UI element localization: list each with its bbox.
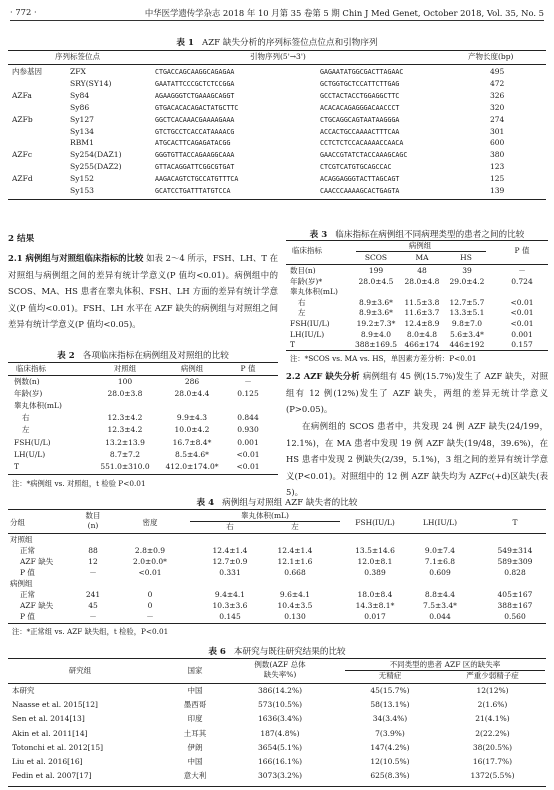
t4-header-fsh: FSH(IU/L) bbox=[355, 518, 395, 527]
t6-header-country: 国家 bbox=[187, 666, 203, 675]
t2-cell-case: 28.0±4.4 bbox=[174, 389, 210, 399]
t4-cell-left: 0.130 bbox=[284, 612, 306, 621]
t3-cell-scos: 19.2±7.3* bbox=[356, 319, 396, 328]
t4-cell-t: 388±167 bbox=[497, 601, 533, 610]
t2-cell-indicator: FSH(U/L) bbox=[14, 437, 51, 447]
t1-header-primer: 引物序列(5'→3') bbox=[250, 52, 306, 61]
t2-cell-case: 10.0±4.2 bbox=[174, 425, 210, 435]
t3-cell-p: － bbox=[518, 266, 526, 275]
t1-cell-length: 495 bbox=[490, 67, 505, 76]
t3-cell-indicator: 左 bbox=[298, 308, 306, 318]
t3-cell-p: 0.157 bbox=[511, 340, 533, 350]
t1-cell-forward: GTCTGCCTCACCATAAAACG bbox=[155, 127, 235, 136]
t1-cell-sts: Sy152 bbox=[70, 174, 94, 184]
t1-cell-forward: CTGACCAGCAAGGCAGAGAA bbox=[155, 68, 235, 76]
t6-cell-study: Sen et al. 2014[13] bbox=[12, 714, 85, 724]
t6-header-cases: 例数(AZF 总体 bbox=[254, 660, 306, 669]
t6-cell-cases: 166(16.1%) bbox=[258, 757, 302, 766]
table3-title: 临床指标在病例组不同病理类型的患者之间的比较 bbox=[335, 230, 525, 240]
t4-cell-fsh: 0.389 bbox=[364, 568, 386, 577]
t2-cell-indicator: 睾丸体积(mL) bbox=[14, 401, 62, 411]
t3-header-ma: MA bbox=[415, 253, 429, 262]
t3-cell-hs: 29.0±4.2 bbox=[449, 276, 485, 286]
t3-cell-ma: 11.6±3.7 bbox=[404, 308, 440, 318]
t1-cell-sts: Sy134 bbox=[70, 126, 94, 136]
section2-1-subheading: 2.1 病例组与对照组临床指标的比较 bbox=[8, 253, 144, 263]
t3-cell-p: 0.724 bbox=[511, 276, 533, 286]
t1-cell-reverse: CTCGTCATGTGCAGCCAC bbox=[320, 163, 392, 172]
t1-cell-reverse: GAACCGTATCTACCAAAGCAGC bbox=[320, 151, 408, 160]
table4-bottom-rule bbox=[8, 623, 546, 624]
t1-cell-sts: RBM1 bbox=[70, 138, 94, 148]
t3-cell-scos: 28.0±4.5 bbox=[358, 276, 394, 286]
t1-cell-sts: Sy127 bbox=[70, 114, 94, 124]
t6-cell-cases: 187(4.8%) bbox=[260, 728, 300, 738]
t1-cell-length: 600 bbox=[490, 138, 505, 148]
t2-cell-p: 0.844 bbox=[237, 413, 259, 423]
t1-cell-reverse: GCTGGTGCTCCATTCTTGAG bbox=[320, 79, 400, 88]
t4-cell-right: 12.4±1.4 bbox=[212, 546, 248, 555]
t3-cell-indicator: 数目(n) bbox=[290, 266, 316, 275]
t6-cell-azoospermia: 58(13.1%) bbox=[370, 700, 410, 710]
t3-cell-p: <0.01 bbox=[510, 308, 534, 318]
t4-cell-t: 0.560 bbox=[504, 612, 526, 621]
t4-cell-fsh: 13.5±14.6 bbox=[355, 546, 395, 555]
t3-cell-hs: 5.6±3.4* bbox=[450, 329, 484, 339]
t1-cell-length: 326 bbox=[490, 90, 505, 100]
t2-cell-control: 100 bbox=[117, 377, 133, 386]
t6-cell-country: 意大利 bbox=[183, 771, 207, 781]
t6-cell-cases: 3654(5.1%) bbox=[258, 742, 302, 752]
t3-cell-scos: 8.9±3.6* bbox=[359, 297, 393, 307]
t6-cell-country: 土耳其 bbox=[183, 728, 207, 738]
t4-group-label: 病例组 bbox=[10, 579, 33, 588]
t6-cell-study: Liu et al. 2016[16] bbox=[12, 757, 83, 766]
table4-head-rule bbox=[8, 533, 546, 534]
table1-top-rule bbox=[8, 50, 546, 51]
t6-cell-study: Totonchi et al. 2012[15] bbox=[12, 742, 104, 752]
t1-cell-group: AZFa bbox=[12, 90, 32, 100]
t1-cell-sts: Sy153 bbox=[70, 186, 94, 195]
t2-cell-case: 9.9±4.3 bbox=[176, 413, 208, 423]
t4-cell-density: <0.01 bbox=[138, 568, 162, 577]
t4-cell-left: 12.1±1.6 bbox=[277, 557, 313, 566]
section2-1-paragraph bbox=[8, 250, 278, 333]
table2-head-rule bbox=[8, 375, 278, 376]
t4-group-label: 对照组 bbox=[10, 535, 33, 544]
page-number: · 772 · bbox=[10, 7, 37, 17]
t1-cell-reverse: CTGCAGGCAGTAATAAGGGA bbox=[320, 115, 400, 124]
t4-cell-density: 0 bbox=[147, 601, 153, 610]
section2-heading: 2 结果 bbox=[8, 234, 35, 244]
t4-cell-lh: 0.044 bbox=[429, 612, 451, 621]
t6-cell-azoospermia: 12(10.5%) bbox=[370, 757, 410, 766]
t4-cell-left: 10.4±3.5 bbox=[277, 601, 313, 610]
t6-cell-oligo: 2(1.6%) bbox=[477, 700, 508, 710]
t2-cell-p: <0.01 bbox=[236, 461, 260, 471]
t2-cell-indicator: LH(U/L) bbox=[14, 449, 46, 459]
t3-cell-indicator: 右 bbox=[298, 297, 306, 307]
t4-cell-count: 88 bbox=[88, 546, 98, 555]
t4-header-group: 分组 bbox=[10, 518, 25, 527]
t6-cell-country: 印度 bbox=[187, 714, 203, 724]
t1-cell-group: AZFb bbox=[12, 114, 33, 124]
table1-label: 表 1 bbox=[176, 38, 194, 48]
t3-cell-indicator: LH(IU/L) bbox=[290, 329, 325, 339]
t6-header-types: 不同类型的患者 AZF 区的缺失率 bbox=[389, 660, 501, 669]
t2-cell-case: 412.0±174.0* bbox=[165, 461, 219, 471]
t1-cell-length: 472 bbox=[490, 78, 505, 88]
t2-cell-p: 0.930 bbox=[237, 425, 259, 435]
t4-header-count: 数目 bbox=[85, 511, 101, 520]
t4-cell-lh: 7.1±6.8 bbox=[424, 557, 456, 566]
t6-header-oligo: 严重少弱精子症 bbox=[466, 671, 519, 680]
t1-cell-sts: Sy86 bbox=[70, 102, 90, 112]
t3-header-case: 病例组 bbox=[408, 241, 432, 250]
t4-cell-t: 549±314 bbox=[497, 546, 533, 555]
t2-cell-p: － bbox=[244, 377, 252, 386]
t4-cell-fsh: 0.017 bbox=[364, 612, 386, 621]
t3-cell-p: <0.01 bbox=[510, 297, 534, 307]
table2-bottom-rule bbox=[8, 474, 278, 475]
t4-cell-subgroup: P 值 bbox=[20, 612, 35, 621]
t2-cell-case: 16.7±8.4* bbox=[172, 437, 212, 447]
t6-cell-azoospermia: 625(8.3%) bbox=[370, 771, 410, 781]
t1-cell-group: AZFc bbox=[12, 150, 33, 160]
t4-cell-lh: 8.8±4.4 bbox=[424, 590, 456, 599]
t4-cell-count: － bbox=[89, 612, 97, 621]
table3-subhead-rule bbox=[356, 251, 486, 252]
t2-cell-control: 12.3±4.2 bbox=[107, 413, 143, 423]
t1-cell-forward: GAATATTCCCGCTCTCCGGA bbox=[155, 79, 235, 88]
t4-cell-right: 10.3±3.6 bbox=[212, 601, 248, 610]
table4-title: 病例组与对照组 AZF 缺失者的比较 bbox=[222, 498, 358, 508]
t4-cell-subgroup: P 值 bbox=[20, 568, 35, 577]
t4-cell-lh: 9.0±7.4 bbox=[424, 546, 456, 555]
t4-header-lh: LH(IU/L) bbox=[422, 518, 458, 527]
t1-cell-length: 274 bbox=[490, 114, 505, 124]
t6-header-study: 研究组 bbox=[68, 666, 92, 675]
t3-cell-hs: 13.3±5.1 bbox=[449, 308, 485, 318]
t4-header-right: 右 bbox=[226, 522, 234, 531]
table4-top-rule bbox=[8, 509, 546, 510]
t1-cell-length: 380 bbox=[490, 150, 505, 160]
t2-cell-indicator: 右 bbox=[22, 413, 30, 423]
t1-cell-length: 320 bbox=[490, 102, 505, 112]
t4-header-t: T bbox=[512, 518, 518, 527]
t1-cell-sts: ZFX bbox=[70, 67, 86, 76]
t4-cell-left: 9.6±4.1 bbox=[279, 590, 311, 599]
t4-cell-right: 0.331 bbox=[219, 568, 241, 577]
page-header bbox=[10, 6, 544, 21]
t3-header-hs: HS bbox=[460, 253, 472, 262]
t6-cell-study: Fedin et al. 2007[17] bbox=[12, 771, 92, 781]
t1-header-sts: 序列标签位点 bbox=[55, 52, 100, 61]
t2-cell-control: 28.0±3.8 bbox=[107, 389, 143, 399]
t2-cell-control: 12.3±4.2 bbox=[107, 425, 143, 435]
t6-cell-oligo: 12(12%) bbox=[476, 686, 509, 695]
table6-head-rule bbox=[8, 683, 546, 684]
t1-cell-reverse: CAACCCAAAAGCACTGAGTA bbox=[320, 187, 400, 195]
t6-cell-country: 墨西哥 bbox=[183, 700, 207, 710]
t1-cell-group: 内参基因 bbox=[12, 67, 42, 76]
table3-label: 表 3 bbox=[309, 230, 328, 240]
t4-cell-subgroup: AZF 缺失 bbox=[20, 601, 54, 610]
t1-cell-forward: GGCTCACAAACGAAAAGAAA bbox=[155, 115, 235, 124]
table3-caption bbox=[286, 228, 548, 240]
section2-2-paragraph2 bbox=[286, 418, 548, 501]
t6-cell-oligo: 2(22.2%) bbox=[475, 728, 510, 738]
t2-cell-case: 8.5±4.6* bbox=[175, 449, 209, 459]
table6-caption bbox=[0, 645, 554, 657]
t3-cell-ma: 11.5±3.8 bbox=[404, 297, 440, 307]
table1-caption bbox=[0, 36, 554, 48]
t2-cell-indicator: 例数(n) bbox=[14, 377, 40, 386]
table3-bottom-rule bbox=[286, 350, 548, 351]
table1-title: AZF 缺失分析的序列标签位点位点和引物序列 bbox=[202, 38, 378, 48]
table6-bottom-rule bbox=[8, 786, 546, 787]
t1-cell-group: AZFd bbox=[12, 174, 33, 184]
t3-cell-ma: 48 bbox=[417, 266, 427, 275]
t3-cell-hs: 9.8±7.0 bbox=[451, 319, 483, 328]
t2-header-indicator: 临床指标 bbox=[16, 364, 46, 373]
t2-cell-control: 551.0±310.0 bbox=[100, 461, 150, 471]
t3-cell-hs: 446±192 bbox=[449, 340, 485, 350]
t1-cell-reverse: CCTCTCTCCACAAAACCAACA bbox=[320, 139, 404, 148]
t4-cell-subgroup: 正常 bbox=[20, 590, 35, 599]
t4-cell-density: － bbox=[146, 612, 154, 621]
t4-cell-count: 45 bbox=[88, 601, 98, 610]
journal-citation: 中华医学遗传学杂志 2018 年 10 月第 35 卷第 5 期 Chin J Med Genet, October 2018, Vol. 35, No. 5 bbox=[144, 8, 544, 18]
t4-cell-density: 0 bbox=[147, 590, 153, 599]
t6-cell-study: Naasse et al. 2015[12] bbox=[12, 700, 98, 710]
t1-header-len: 产物长度(bp) bbox=[468, 52, 514, 61]
t1-cell-forward: GTGACACACAGACTATGCTTC bbox=[155, 103, 239, 112]
t3-cell-indicator: T bbox=[290, 340, 296, 350]
t2-cell-p: <0.01 bbox=[236, 449, 260, 459]
t3-cell-ma: 8.0±4.8 bbox=[406, 329, 438, 339]
t6-cell-cases: 386(14.2%) bbox=[258, 686, 302, 695]
t4-cell-left: 0.668 bbox=[284, 568, 306, 577]
section2-2-text2: 在病例组的 SCOS 患者中，共发现 24 例 AZF 缺失(24/199，12.1%)，在 MA 患者中发现 19 例 AZF 缺失(19/48，39.6%)，在 HS 患者中发现 2 例缺失(2/39，5.1%)，3 组之间的差异有统计学意义(P<0.01)。对照组中的 12 例 AZF 缺失均为 AZFc(+d)区缺失(表 5)。 bbox=[286, 421, 548, 498]
t6-cell-country: 中国 bbox=[187, 757, 203, 766]
t4-cell-density: 2.8±0.9 bbox=[134, 546, 166, 555]
t4-cell-right: 12.7±0.9 bbox=[212, 557, 248, 566]
t1-cell-reverse: GAGAATATGGCGACTTAGAAC bbox=[320, 68, 404, 76]
t1-cell-forward: AAGACAGTCTGCCATGTTTCA bbox=[155, 175, 239, 184]
table2-label: 表 2 bbox=[57, 351, 75, 361]
t1-cell-forward: AGAAGGGTCTGAAAGCAGGT bbox=[155, 91, 235, 100]
t2-cell-indicator: 左 bbox=[22, 425, 30, 435]
t3-header-p: P 值 bbox=[514, 246, 530, 255]
t4-cell-count: 12 bbox=[88, 557, 98, 566]
t6-cell-azoospermia: 7(3.9%) bbox=[375, 728, 405, 738]
t1-cell-reverse: ACAGGAGGGTACTTAGCAGT bbox=[320, 175, 400, 184]
t4-cell-count: － bbox=[89, 568, 97, 577]
table2-caption bbox=[8, 349, 278, 361]
t3-cell-hs: 39 bbox=[462, 266, 472, 275]
t3-cell-indicator: FSH(IU/L) bbox=[290, 319, 330, 328]
table4-note: 注：*正常组 vs. AZF 缺失组，t 检验，P<0.01 bbox=[12, 627, 169, 636]
t3-cell-scos: 388±169.5 bbox=[354, 340, 398, 350]
table6-top-rule bbox=[8, 658, 546, 659]
t2-header-p: P 值 bbox=[240, 364, 256, 373]
t2-cell-p: 0.001 bbox=[237, 437, 259, 447]
t6-cell-azoospermia: 147(4.2%) bbox=[370, 742, 410, 752]
table2-title: 各项临床指标在病例组及对照组的比较 bbox=[82, 351, 229, 361]
t6-cell-oligo: 21(4.1%) bbox=[475, 714, 510, 724]
t4-cell-subgroup: AZF 缺失 bbox=[20, 557, 54, 566]
t4-cell-t: 0.828 bbox=[504, 568, 526, 577]
t1-cell-forward: GTTACAGGATTCGGCGTGAT bbox=[155, 163, 235, 172]
table4-label: 表 4 bbox=[196, 498, 215, 508]
t1-cell-forward: GGGTGTTACCAGAAGGCAAA bbox=[155, 151, 235, 160]
section2-2-text1: 病例组有 45 例(15.7%)发生了 AZF 缺失，对照组有 12 例(12%)发生了 AZF 缺失，两组的差异无统计学意义(P>0.05)。 bbox=[286, 371, 549, 415]
t4-cell-t: 405±167 bbox=[497, 590, 533, 599]
t4-header-density: 密度 bbox=[142, 518, 158, 527]
t4-cell-subgroup: 正常 bbox=[20, 546, 35, 555]
t2-cell-indicator: T bbox=[14, 461, 20, 471]
t3-cell-scos: 199 bbox=[368, 266, 384, 275]
t4-cell-fsh: 18.0±8.4 bbox=[357, 590, 393, 599]
t6-header-cases-rate: 缺失率%) bbox=[263, 670, 297, 679]
t3-cell-p: 0.001 bbox=[511, 329, 533, 339]
t1-cell-sts: SRY(SY14) bbox=[70, 78, 112, 88]
table6-title: 本研究与既往研究结果的比较 bbox=[233, 647, 346, 657]
t4-header-count-n: (n) bbox=[87, 521, 99, 530]
t6-cell-azoospermia: 34(3.4%) bbox=[372, 714, 408, 724]
table6-label: 表 6 bbox=[208, 647, 226, 657]
t3-cell-indicator: 睾丸体积(mL) bbox=[290, 287, 338, 297]
t3-header-indicator: 临床指标 bbox=[292, 246, 322, 255]
t2-cell-p: 0.125 bbox=[237, 389, 259, 399]
t6-cell-oligo: 38(20.5%) bbox=[472, 742, 513, 752]
t2-cell-control: 13.2±13.9 bbox=[105, 437, 145, 447]
t3-header-scos: SCOS bbox=[364, 253, 388, 262]
t1-cell-sts: Sy254(DAZ1) bbox=[70, 150, 122, 160]
t6-header-azoospermia: 无精症 bbox=[378, 671, 402, 680]
t1-cell-length: 125 bbox=[490, 174, 505, 184]
table1-head-rule bbox=[8, 64, 546, 65]
t3-cell-ma: 12.4±8.9 bbox=[404, 319, 440, 328]
table1-bottom-rule bbox=[8, 199, 546, 200]
t3-cell-indicator: 年龄(岁)* bbox=[290, 276, 323, 286]
table2-note: 注：*病例组 vs. 对照组，t 检验 P<0.01 bbox=[12, 479, 146, 488]
t4-header-left: 左 bbox=[291, 522, 299, 531]
t6-cell-oligo: 16(17.7%) bbox=[472, 757, 513, 766]
t6-cell-study: 本研究 bbox=[12, 686, 35, 695]
t6-cell-cases: 573(10.5%) bbox=[258, 700, 302, 710]
t6-cell-study: Akin et al. 2011[14] bbox=[12, 728, 88, 738]
t1-cell-forward: ATGCACTTCAGAGATACGG bbox=[155, 139, 231, 148]
t2-cell-indicator: 年龄(岁) bbox=[14, 389, 43, 399]
t1-cell-forward: GCATCCTGATTTATGTCCA bbox=[155, 187, 231, 195]
table3-head-rule bbox=[286, 264, 548, 265]
table2-top-rule bbox=[8, 362, 278, 363]
t6-cell-cases: 3073(3.2%) bbox=[258, 771, 302, 781]
t6-cell-oligo: 1372(5.5%) bbox=[470, 771, 515, 781]
t1-cell-length: 139 bbox=[490, 186, 505, 195]
t4-cell-lh: 7.5±3.4* bbox=[423, 601, 457, 610]
t2-cell-case: 286 bbox=[184, 377, 200, 386]
t6-cell-cases: 1636(3.4%) bbox=[258, 714, 302, 724]
t2-header-control: 对照组 bbox=[113, 364, 137, 373]
t3-cell-ma: 28.0±4.8 bbox=[404, 276, 440, 286]
t3-cell-ma: 466±174 bbox=[404, 340, 440, 350]
t3-cell-p: <0.01 bbox=[510, 319, 534, 328]
t4-cell-density: 2.0±0.0* bbox=[133, 557, 167, 566]
t1-cell-sts: Sy84 bbox=[70, 90, 90, 100]
t1-cell-length: 123 bbox=[490, 162, 505, 172]
t3-cell-hs: 12.7±5.7 bbox=[449, 297, 485, 307]
t4-cell-left: 12.4±1.4 bbox=[277, 546, 313, 555]
t4-cell-right: 9.4±4.1 bbox=[214, 590, 246, 599]
t4-cell-fsh: 14.3±8.1* bbox=[355, 601, 395, 610]
t6-cell-country: 中国 bbox=[187, 686, 203, 695]
t1-cell-length: 301 bbox=[490, 126, 505, 136]
t4-cell-lh: 0.609 bbox=[429, 568, 451, 577]
t2-header-case: 病例组 bbox=[180, 364, 204, 373]
t3-cell-scos: 8.9±4.0 bbox=[360, 329, 392, 339]
t4-header-testis: 睾丸体积(mL) bbox=[241, 511, 289, 520]
section2-2-paragraph bbox=[286, 368, 548, 418]
t4-cell-count: 241 bbox=[85, 590, 101, 599]
t2-cell-control: 8.7±7.2 bbox=[109, 449, 141, 459]
t1-cell-reverse: ACCACTGCCAAAACTTTCAA bbox=[320, 127, 400, 136]
t6-cell-azoospermia: 45(15.7%) bbox=[370, 686, 410, 695]
t3-cell-scos: 8.9±3.6* bbox=[359, 308, 393, 318]
t1-cell-reverse: ACACACAGAGGGACAACCCT bbox=[320, 103, 400, 112]
t4-cell-right: 0.145 bbox=[219, 612, 241, 621]
section2-1-text: 如表 2～4 所示，FSH、LH、T 在对照组与病例组之间的差异有统计学意义(P 值均<0.01)。病例组中的 SCOS、MA、HS 患者在睾丸体积、FSH、LH 方面的差异有统计学意义(P 值均<0.01)。FSH、LH 水平在 AZF 缺失的病例组与对照组之间差异有统计学意义(P 值均<0.05)。 bbox=[8, 253, 278, 330]
t1-cell-reverse: GCCTACTACCTGGAGGCTTC bbox=[320, 91, 400, 100]
table4-caption bbox=[0, 496, 554, 508]
t1-cell-sts: Sy255(DAZ2) bbox=[70, 162, 122, 172]
section2-2-subheading: 2.2 AZF 缺失分析 bbox=[286, 371, 360, 381]
t4-cell-t: 589±309 bbox=[497, 557, 533, 566]
table3-note: 注：*SCOS vs. MA vs. HS，单因素方差分析：P<0.01 bbox=[290, 354, 477, 363]
t6-cell-country: 伊朗 bbox=[187, 742, 203, 752]
t4-cell-fsh: 12.0±8.1 bbox=[357, 557, 393, 566]
